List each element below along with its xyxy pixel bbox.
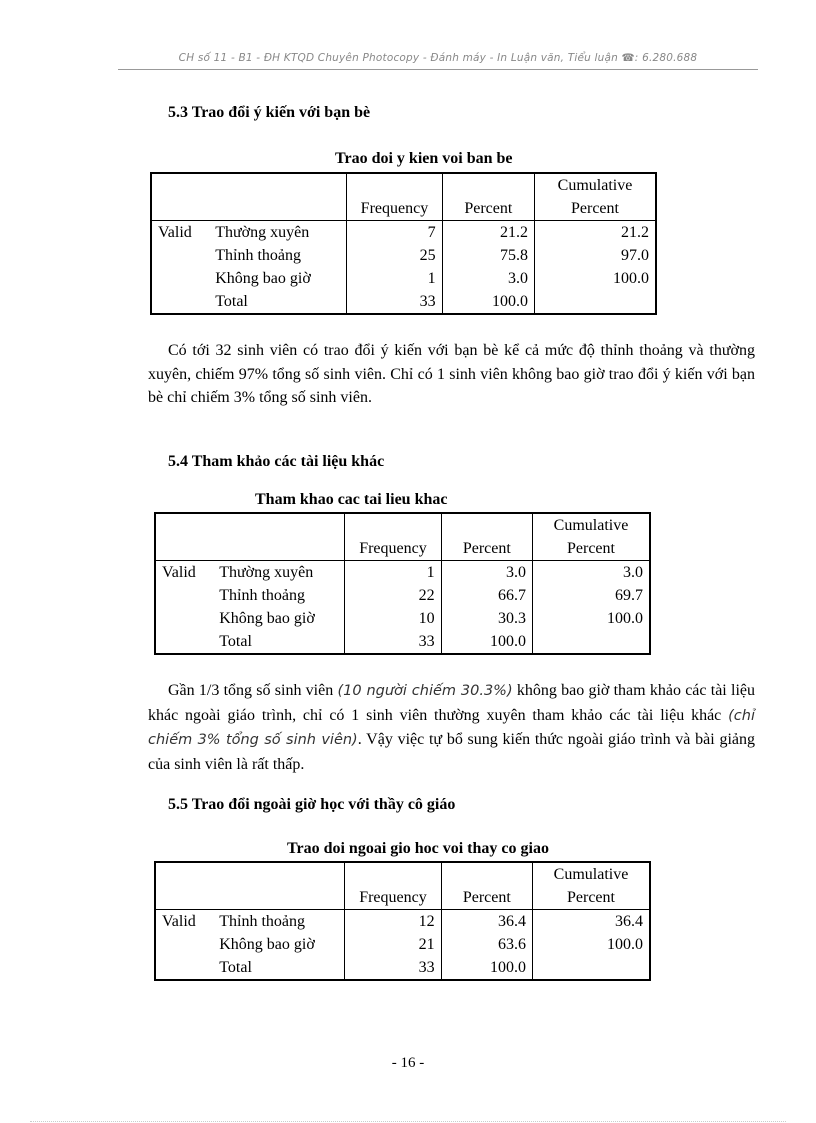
table-row-total — [155, 956, 650, 980]
table-caption-5-5: Trao doi ngoai gio hoc voi thay co giao — [287, 840, 549, 857]
row-label: Không bao giờ — [215, 270, 311, 287]
table-header-row — [155, 862, 650, 910]
table-row — [155, 584, 650, 607]
cell-percent: 100.0 — [442, 290, 534, 314]
row-label: Thường xuyên — [213, 561, 345, 585]
cell-percent: 100.0 — [441, 630, 532, 654]
cell-frequency: 7 — [347, 221, 442, 245]
footer-rule — [30, 1121, 786, 1122]
valid-label: Valid — [151, 221, 209, 245]
cell-cumulative: 69.7 — [533, 584, 651, 607]
section-title-5-3: 5.3 Trao đổi ý kiến với bạn bè — [168, 104, 371, 121]
row-label: Thỉnh thoảng — [215, 247, 301, 264]
row-label: Total — [219, 959, 252, 976]
cell-cumulative — [533, 630, 651, 654]
table-row — [155, 607, 650, 630]
cell-cumulative: 100.0 — [534, 267, 656, 290]
valid-label: Valid — [155, 910, 213, 934]
section-title-5-4: 5.4 Tham khảo các tài liệu khác — [168, 453, 385, 470]
col-header-percent: Percent — [441, 862, 532, 910]
row-label: Total — [219, 633, 252, 650]
col-header-percent: Percent — [442, 173, 534, 221]
cell-percent: 21.2 — [442, 221, 534, 245]
section-title-5-5: 5.5 Trao đổi ngoài giờ học với thầy cô giáo — [168, 796, 456, 813]
row-label: Thường xuyên — [209, 221, 347, 245]
table-row — [155, 910, 650, 934]
cell-percent: 3.0 — [441, 561, 532, 585]
page-header: CH số 11 - B1 - ĐH KTQD Chuyên Photocopy - Đánh máy - In Luận văn, Tiểu luận ☎: 6.280.688 — [178, 52, 698, 64]
cell-cumulative: 100.0 — [533, 933, 651, 956]
paragraph-5-3: Có tới 32 sinh viên có trao đổi ý kiến với bạn bè kể cả mức độ thỉnh thoảng và thường xuyên, chiếm 97% tổng số sinh viên. Chỉ có 1 sinh viên không bao giờ trao đổi ý kiến với bạn bè chỉ chiếm 3% tổng số sinh viên. — [148, 342, 755, 406]
valid-label: Valid — [155, 561, 213, 585]
col-header-frequency: Frequency — [345, 513, 441, 561]
cell-cumulative: 100.0 — [533, 607, 651, 630]
frequency-table-5-3 — [150, 172, 657, 315]
row-label: Không bao giờ — [219, 610, 315, 627]
cell-frequency: 1 — [345, 561, 441, 585]
row-label: Total — [215, 293, 248, 310]
cell-frequency: 22 — [345, 584, 441, 607]
row-label: Không bao giờ — [219, 936, 315, 953]
cell-cumulative — [533, 956, 651, 980]
col-header-cumulative: Cumulative Percent — [533, 862, 651, 910]
cell-frequency: 25 — [347, 244, 442, 267]
table-row-total — [151, 290, 656, 314]
col-header-cumulative: Cumulative Percent — [534, 173, 656, 221]
emphasis-text: (chỉ chiếm 3% tổng số sinh viên) — [148, 707, 755, 748]
col-header-frequency: Frequency — [347, 173, 442, 221]
cell-frequency: 12 — [345, 910, 441, 934]
table-row — [151, 267, 656, 290]
cell-cumulative: 21.2 — [534, 221, 656, 245]
table-caption-5-4: Tham khao cac tai lieu khac — [255, 491, 448, 508]
paragraph-5-4: Gần 1/3 tổng số sinh viên (10 người chiếm 30.3%) không bao giờ tham khảo các tài liệu khác ngoài giáo trình, chỉ có 1 sinh viên thường xuyên tham khảo các tài liệu khác (chỉ chiếm 3% tổng số sinh viên). Vậy việc tự bổ sung kiến thức ngoài giáo trình và bài giảng của sinh viên là rất thấp. — [148, 682, 755, 773]
cell-percent: 63.6 — [441, 933, 532, 956]
page-number: - 16 - — [391, 1055, 425, 1071]
cell-frequency: 10 — [345, 607, 441, 630]
cell-frequency: 33 — [345, 630, 441, 654]
table-caption-5-3: Trao doi y kien voi ban be — [335, 150, 513, 167]
table-row — [155, 933, 650, 956]
cell-percent: 75.8 — [442, 244, 534, 267]
table-row — [151, 244, 656, 267]
row-label: Thỉnh thoảng — [219, 587, 305, 604]
table-row — [155, 561, 650, 585]
table-row-total — [155, 630, 650, 654]
cell-frequency: 1 — [347, 267, 442, 290]
cell-frequency: 33 — [345, 956, 441, 980]
cell-frequency: 21 — [345, 933, 441, 956]
cell-cumulative: 97.0 — [534, 244, 656, 267]
cell-cumulative: 3.0 — [533, 561, 651, 585]
frequency-table-5-5 — [154, 861, 651, 981]
cell-percent: 3.0 — [442, 267, 534, 290]
row-label: Thỉnh thoảng — [213, 910, 345, 934]
cell-percent: 66.7 — [441, 584, 532, 607]
col-header-cumulative: Cumulative Percent — [533, 513, 651, 561]
emphasis-text: (10 người chiếm 30.3%) — [337, 683, 513, 699]
table-header-row — [151, 173, 656, 221]
table-row — [151, 221, 656, 245]
col-header-frequency: Frequency — [345, 862, 441, 910]
cell-percent: 100.0 — [441, 956, 532, 980]
col-header-percent: Percent — [441, 513, 532, 561]
cell-percent: 36.4 — [441, 910, 532, 934]
frequency-table-5-4 — [154, 512, 651, 655]
header-rule — [118, 69, 758, 70]
cell-cumulative — [534, 290, 656, 314]
cell-frequency: 33 — [347, 290, 442, 314]
cell-cumulative: 36.4 — [533, 910, 651, 934]
cell-percent: 30.3 — [441, 607, 532, 630]
table-header-row — [155, 513, 650, 561]
